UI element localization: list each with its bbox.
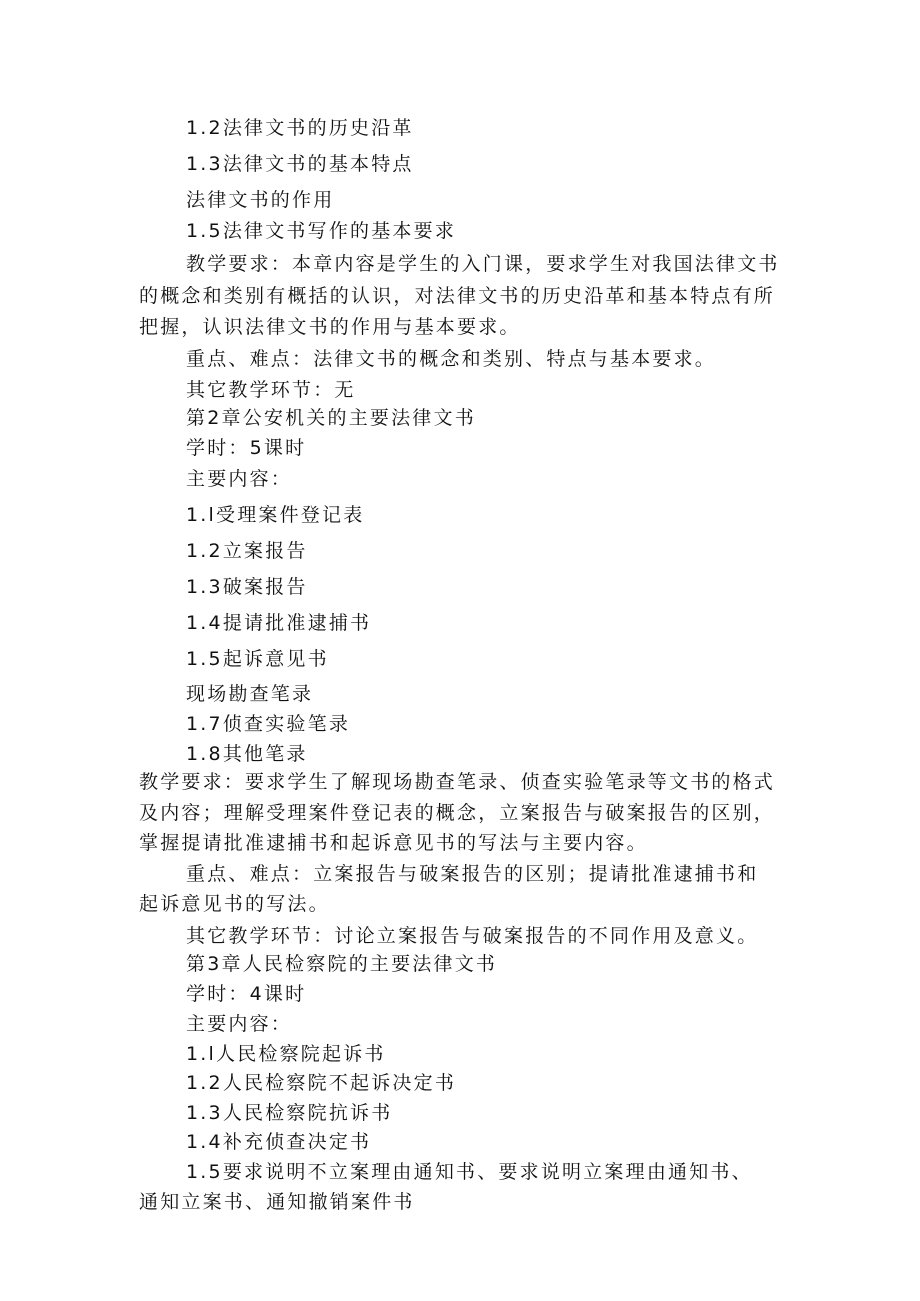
text-line: 教学要求：要求学生了解现场勘查笔录、侦查实验笔录等文书的格式 <box>139 771 776 793</box>
text-line: 把握，认识法律文书的作用与基本要求。 <box>139 316 521 338</box>
text-line: 1.7侦查实验笔录 <box>186 713 351 735</box>
text-line: 教学要求：本章内容是学生的入门课，要求学生对我国法律文书 <box>186 253 780 275</box>
text-line: 1.4补充侦查决定书 <box>186 1131 372 1153</box>
text-line: 1.2立案报告 <box>186 540 308 562</box>
text-line: 1.5要求说明不立案理由通知书、要求说明立案理由通知书、 <box>186 1161 753 1183</box>
text-line: 重点、难点：立案报告与破案报告的区别；提请批准逮捕书和 <box>186 863 759 885</box>
text-line: 1.3破案报告 <box>186 576 308 598</box>
text-line: 1.5法律文书写作的基本要求 <box>186 220 457 242</box>
text-line: 1.l人民检察院起诉书 <box>186 1043 386 1065</box>
text-line: 现场勘查笔录 <box>186 683 314 705</box>
text-line: 通知立案书、通知撤销案件书 <box>139 1191 415 1213</box>
text-line: 学时：4课时 <box>186 983 307 1005</box>
text-line: 1.5起诉意见书 <box>186 648 329 670</box>
text-line: 掌握提请批准逮捕书和起诉意见书的写法与主要内容。 <box>139 832 648 854</box>
text-line: 其它教学环节：讨论立案报告与破案报告的不同作用及意义。 <box>186 925 759 947</box>
text-line: 主要内容： <box>186 1013 293 1035</box>
text-line: 及内容；理解受理案件登记表的概念，立案报告与破案报告的区别， <box>139 802 776 824</box>
text-line: 的概念和类别有概括的认识，对法律文书的历史沿革和基本特点有所 <box>139 285 776 307</box>
text-line: 起诉意见书的写法。 <box>139 893 330 915</box>
text-line: 1.l受理案件登记表 <box>186 504 365 526</box>
text-line: 1.2人民检察院不起诉决定书 <box>186 1072 457 1094</box>
text-line: 1.2法律文书的历史沿革 <box>186 117 414 139</box>
text-line: 1.4提请批准逮捕书 <box>186 612 372 634</box>
text-line: 主要内容： <box>186 468 293 490</box>
text-line: 1.8其他笔录 <box>186 743 308 765</box>
text-line: 第2章公安机关的主要法律文书 <box>186 407 476 429</box>
text-line: 1.3人民检察院抗诉书 <box>186 1102 393 1124</box>
text-line: 1.3法律文书的基本特点 <box>186 153 414 175</box>
text-line: 其它教学环节：无 <box>186 379 356 401</box>
text-line: 第3章人民检察院的主要法律文书 <box>186 953 498 975</box>
text-line: 学时：5课时 <box>186 437 307 459</box>
text-line: 重点、难点：法律文书的概念和类别、特点与基本要求。 <box>186 348 717 370</box>
text-line: 法律文书的作用 <box>186 189 335 211</box>
